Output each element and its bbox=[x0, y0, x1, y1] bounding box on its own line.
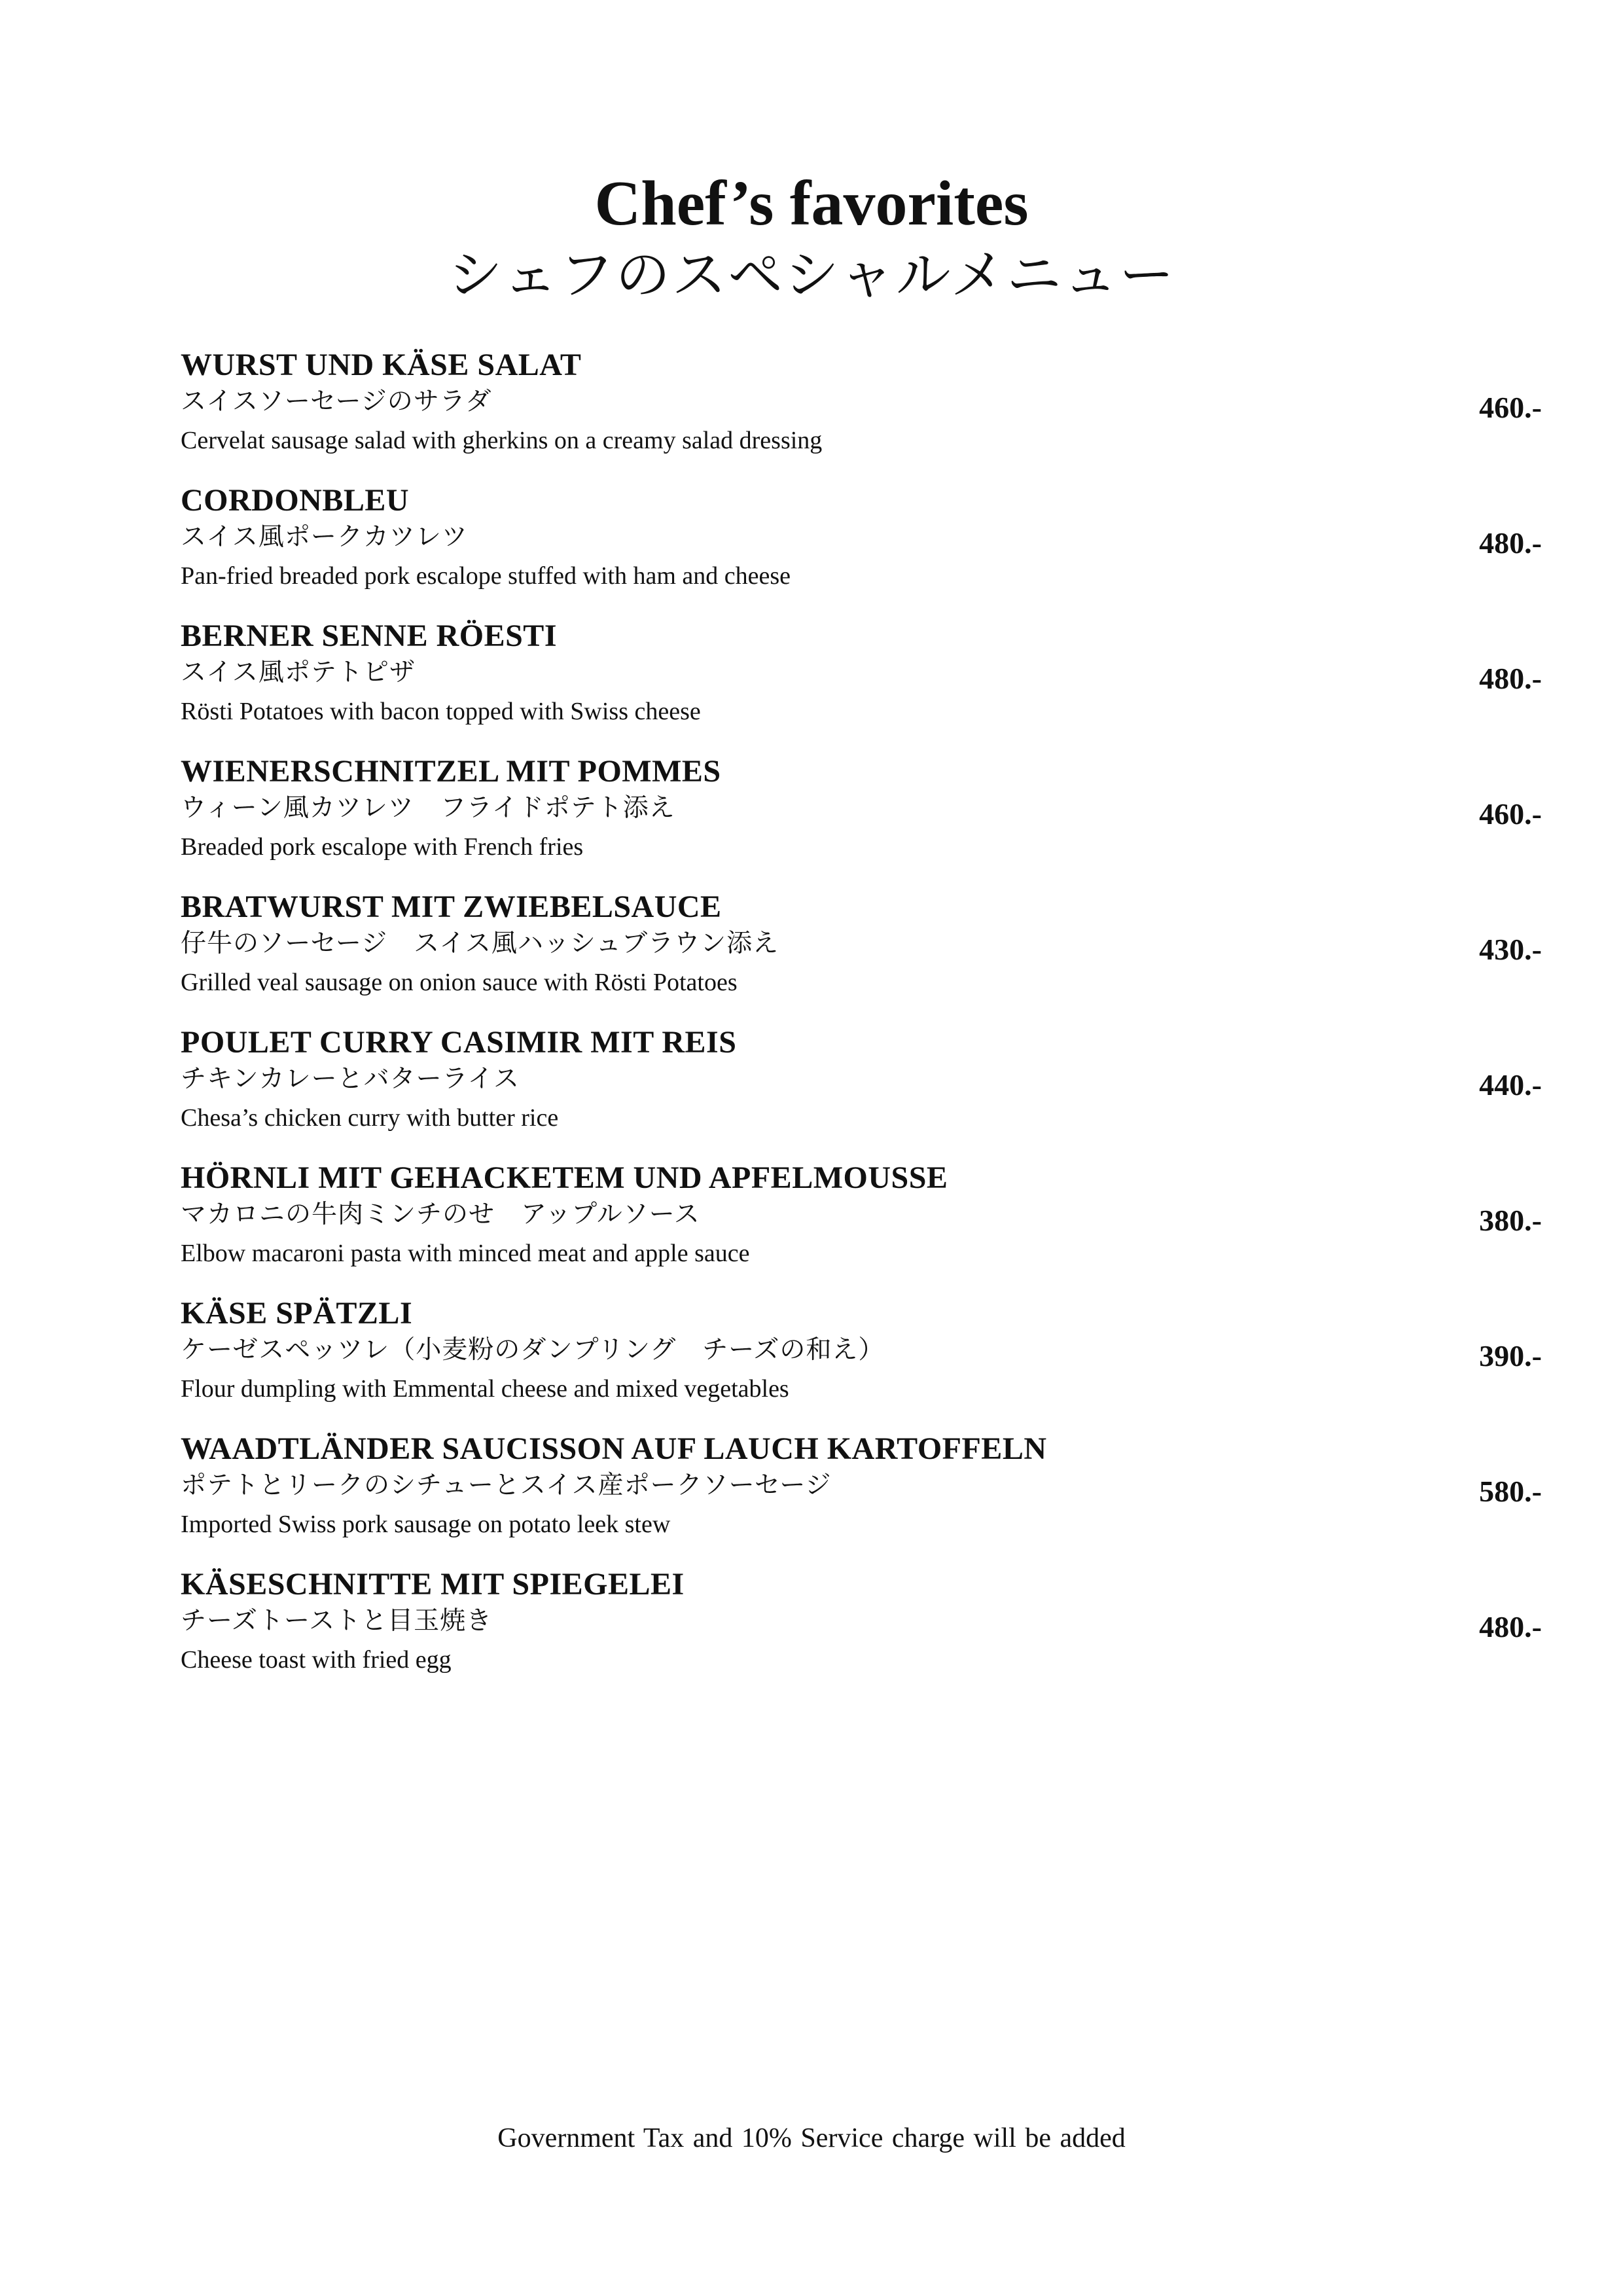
dish-name: KÄSE SPÄTZLI bbox=[181, 1296, 413, 1331]
dish-description: Grilled veal sausage on onion sauce with Rösti Potatoes bbox=[181, 969, 738, 996]
menu-item bbox=[181, 1569, 1542, 1704]
dish-name: KÄSESCHNITTE MIT SPIEGELEI bbox=[181, 1567, 685, 1602]
menu-item bbox=[181, 1027, 1542, 1162]
dish-name: WAADTLÄNDER SAUCISSON AUF LAUCH KARTOFFELN bbox=[181, 1431, 1047, 1466]
dish-price: 390.- bbox=[1479, 1339, 1542, 1372]
dish-name-japanese: スイスソーセージのサラダ bbox=[181, 387, 492, 416]
page-title: Chef’s favorites bbox=[594, 168, 1029, 239]
menu-item bbox=[181, 891, 1542, 1027]
dish-price: 480.- bbox=[1479, 662, 1542, 695]
menu-item bbox=[181, 756, 1542, 891]
menu-item bbox=[181, 1298, 1542, 1433]
dish-name: BERNER SENNE RÖESTI bbox=[181, 619, 557, 653]
dish-description: Pan-fried breaded pork escalope stuffed with ham and cheese bbox=[181, 562, 791, 590]
page-subtitle-japanese: シェフのスペシャルメニュー bbox=[447, 245, 1176, 306]
menu-item bbox=[181, 1162, 1542, 1298]
dish-price: 380.- bbox=[1479, 1204, 1542, 1237]
dish-description: Cheese toast with fried egg bbox=[181, 1646, 452, 1674]
dish-description: Elbow macaroni pasta with minced meat and apple sauce bbox=[181, 1240, 750, 1267]
dish-price: 480.- bbox=[1479, 1610, 1542, 1643]
dish-name-japanese: ポテトとリークのシチューとスイス産ポークソーセージ bbox=[181, 1471, 832, 1499]
dish-price: 460.- bbox=[1479, 391, 1542, 424]
menu-item bbox=[181, 485, 1542, 620]
dish-description: Chesa’s chicken curry with butter rice bbox=[181, 1104, 559, 1132]
dish-price: 480.- bbox=[1479, 526, 1542, 560]
dish-name-japanese: ウィーン風カツレツ フライドポテト添え bbox=[181, 794, 675, 822]
tax-service-note: Government Tax and 10% Service charge will be added bbox=[497, 2123, 1126, 2153]
dish-name-japanese: スイス風ポークカツレツ bbox=[181, 523, 468, 551]
dish-name-japanese: チーズトーストと目玉焼き bbox=[181, 1607, 493, 1635]
dish-name-japanese: チキンカレーとバターライス bbox=[181, 1065, 520, 1093]
menu-item bbox=[181, 620, 1542, 756]
dish-name: WIENERSCHNITZEL MIT POMMES bbox=[181, 754, 721, 789]
menu-item bbox=[181, 1433, 1542, 1569]
dish-name-japanese: 仔牛のソーセージ スイス風ハッシュブラウン添え bbox=[181, 929, 779, 958]
dish-description: Rösti Potatoes with bacon topped with Swiss cheese bbox=[181, 698, 701, 725]
menu-list bbox=[181, 350, 1542, 1704]
dish-name: WURST UND KÄSE SALAT bbox=[181, 348, 582, 382]
dish-price: 460.- bbox=[1479, 797, 1542, 831]
dish-description: Cervelat sausage salad with gherkins on a creamy salad dressing bbox=[181, 427, 823, 454]
dish-price: 430.- bbox=[1479, 933, 1542, 966]
menu-item bbox=[181, 350, 1542, 485]
dish-name: POULET CURRY CASIMIR MIT REIS bbox=[181, 1025, 737, 1060]
dish-description: Imported Swiss pork sausage on potato leek stew bbox=[181, 1511, 671, 1538]
dish-name-japanese: スイス風ポテトピザ bbox=[181, 658, 416, 687]
dish-name: CORDONBLEU bbox=[181, 483, 410, 518]
dish-name-japanese: マカロニの牛肉ミンチのせ アップルソース bbox=[181, 1200, 700, 1229]
dish-name-japanese: ケーゼスペッツレ（小麦粉のダンプリング チーズの和え） bbox=[181, 1336, 885, 1364]
dish-price: 440.- bbox=[1479, 1068, 1542, 1102]
dish-price: 580.- bbox=[1479, 1475, 1542, 1508]
dish-description: Flour dumpling with Emmental cheese and mixed vegetables bbox=[181, 1375, 789, 1403]
dish-name: BRATWURST MIT ZWIEBELSAUCE bbox=[181, 889, 722, 924]
dish-description: Breaded pork escalope with French fries bbox=[181, 833, 584, 861]
dish-name: HÖRNLI MIT GEHACKETEM UND APFELMOUSSE bbox=[181, 1160, 948, 1195]
